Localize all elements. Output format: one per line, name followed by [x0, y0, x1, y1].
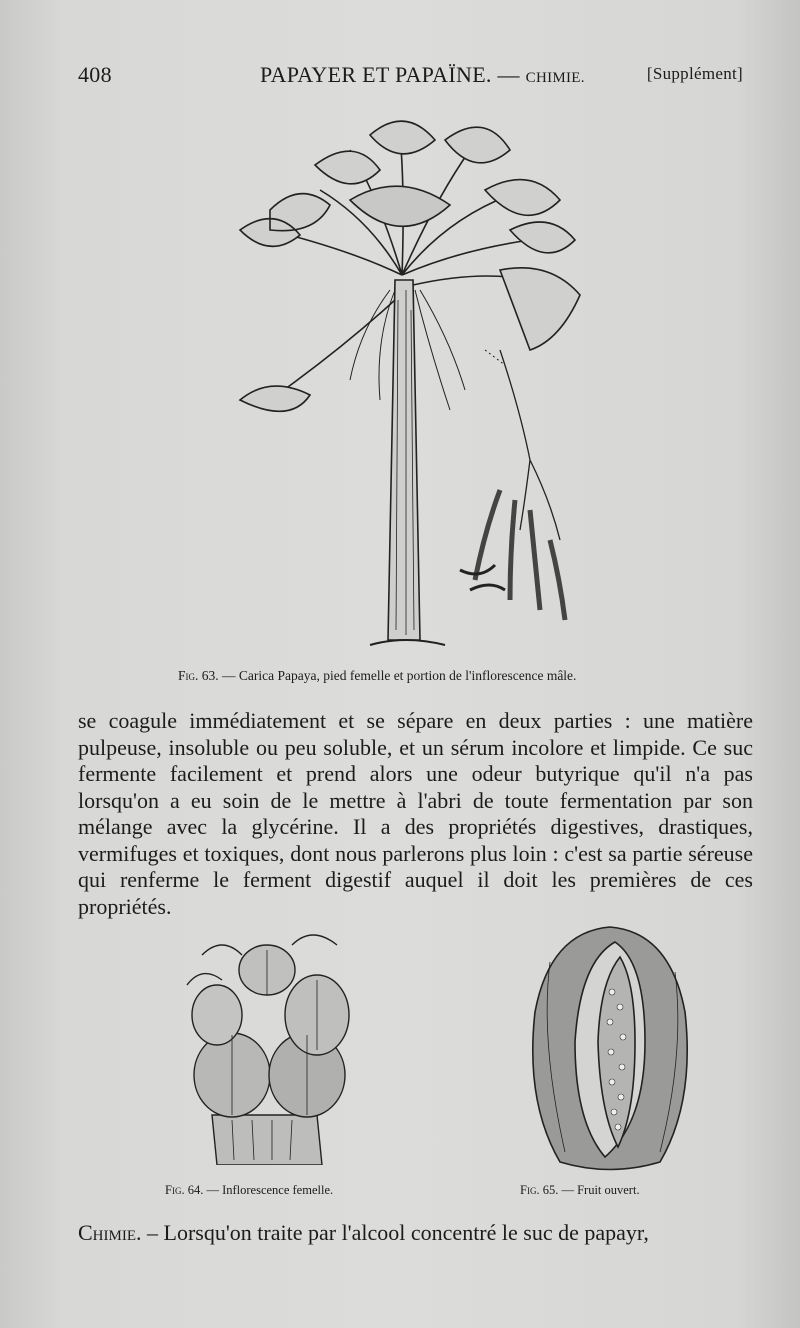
figure-64-caption	[165, 1183, 333, 1198]
open-fruit-illustration	[520, 922, 700, 1172]
figure-65-text: — Fruit ouvert.	[561, 1183, 640, 1197]
page-number: 408	[78, 62, 112, 87]
chimie-heading: Chimie.	[78, 1220, 142, 1245]
body-paragraph: se coagule immédiatement et se sépare en deux parties : une matière pulpeuse, insoluble ou peu soluble, et un sérum incolore et limpide. Ce suc fermente facilement et prend alors une odeur butyrique qu'il n'a pas lorsqu'on a eu soin de le mettre à l'abri de toute fermentation par son mélange avec la glycérine. Il a des propriétés digestives, drastiques, vermifuges et toxiques, dont nous parlerons plus loin : c'est sa partie séreuse qui renferme le ferment digestif auquel il doit les premières de ces propriétés.	[78, 708, 753, 919]
running-title-main: PAPAYER ET PAPAÏNE. —	[260, 62, 520, 87]
female-inflorescence-illustration	[172, 925, 372, 1165]
chimie-text: – Lorsqu'on traite par l'alcool concentré le suc de papayr,	[147, 1220, 649, 1245]
chimie-paragraph-start	[78, 1220, 758, 1246]
papaya-tree-illustration	[230, 110, 610, 670]
figure-65-caption	[520, 1183, 640, 1198]
figure-64-label: Fig. 64.	[165, 1183, 204, 1197]
running-title-chimie: CHIMIE.	[525, 70, 585, 86]
running-title	[260, 62, 585, 88]
figure-63-text: — Carica Papaya, pied femelle et portion de l'inflorescence mâle.	[222, 668, 577, 683]
running-header	[78, 62, 743, 92]
figure-63-caption	[178, 668, 576, 684]
figure-65-label: Fig. 65.	[520, 1183, 559, 1197]
body-paragraph-container	[78, 708, 753, 920]
section-label: [Supplément]	[646, 64, 743, 83]
figure-63-label: Fig. 63.	[178, 668, 219, 683]
figure-64-text: — Inflorescence femelle.	[206, 1183, 334, 1197]
